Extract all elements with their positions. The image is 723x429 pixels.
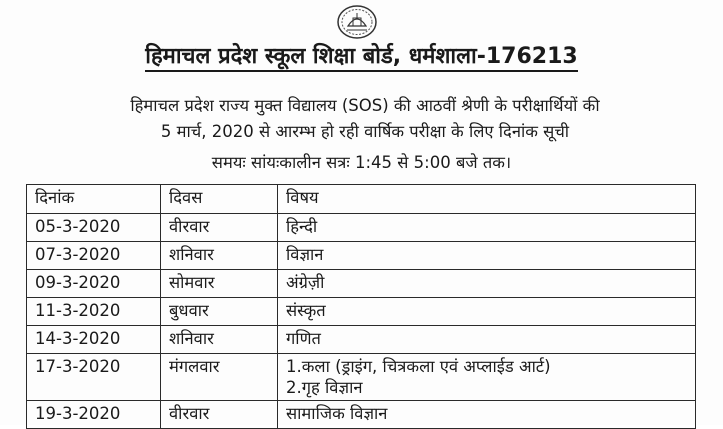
cell-subject — [278, 326, 696, 354]
cell-day: वीरवार — [161, 214, 278, 242]
cell-subject — [278, 298, 696, 326]
table-row — [27, 401, 696, 429]
cell-subject — [278, 214, 696, 242]
table-row — [27, 354, 696, 401]
cell-subject — [278, 354, 696, 401]
subject-line: विज्ञान — [286, 245, 324, 264]
cell-subject — [278, 242, 696, 270]
table-row — [27, 242, 696, 270]
subject-line: अंग्रेज़ी — [286, 273, 325, 292]
cell-day: बुधवार — [161, 298, 278, 326]
subject-line: गणित — [286, 329, 321, 348]
cell-day: शनिवार — [161, 326, 278, 354]
subject-line: संस्कृत — [286, 301, 326, 320]
cell-date: 14-3-2020 — [27, 326, 161, 354]
cell-date: 07-3-2020 — [27, 242, 161, 270]
cell-date: 19-3-2020 — [27, 401, 161, 429]
column-header-day: दिवस — [161, 185, 278, 214]
subject-line: 2.गृह विज्ञान — [286, 378, 363, 397]
board-emblem-icon — [336, 4, 378, 40]
table-row — [27, 298, 696, 326]
table-row — [27, 270, 696, 298]
table-row — [27, 326, 696, 354]
exam-schedule-table — [26, 184, 696, 429]
column-header-date: दिनांक — [27, 185, 161, 214]
subject-line: सामाजिक विज्ञान — [286, 404, 388, 423]
column-header-subject: विषय — [278, 185, 696, 214]
cell-date: 11-3-2020 — [27, 298, 161, 326]
board-title — [0, 42, 723, 72]
cell-day: मंगलवार — [161, 354, 278, 401]
cell-day: शनिवार — [161, 242, 278, 270]
cell-subject — [278, 401, 696, 429]
cell-day: वीरवार — [161, 401, 278, 429]
exam-timing: समयः सांयःकालीन सत्रः 1:45 से 5:00 बजे तक। — [211, 153, 512, 172]
board-title-text: हिमाचल प्रदेश स्कूल शिक्षा बोर्ड, धर्मशाला-176213 — [145, 44, 577, 72]
cell-subject — [278, 270, 696, 298]
cell-date: 09-3-2020 — [27, 270, 161, 298]
cell-date: 05-3-2020 — [27, 214, 161, 242]
subject-line: हिन्दी — [286, 217, 318, 236]
subject-line: 1.कला (ड्राइंग, चित्रकला एवं अप्लाईड आर्ट) — [286, 357, 551, 376]
notice-subtitle-line-1: हिमाचल प्रदेश राज्य मुक्त विद्यालय (SOS) की आठवीं श्रेणी के परीक्षार्थियों की — [130, 96, 600, 115]
table-header-row — [27, 185, 696, 214]
notice-subtitle-line-2: 5 मार्च, 2020 से आरम्भ हो रही वार्षिक परीक्षा के लिए दिनांक सूची — [160, 122, 570, 141]
cell-date: 17-3-2020 — [27, 354, 161, 401]
table-row — [27, 214, 696, 242]
cell-day: सोमवार — [161, 270, 278, 298]
